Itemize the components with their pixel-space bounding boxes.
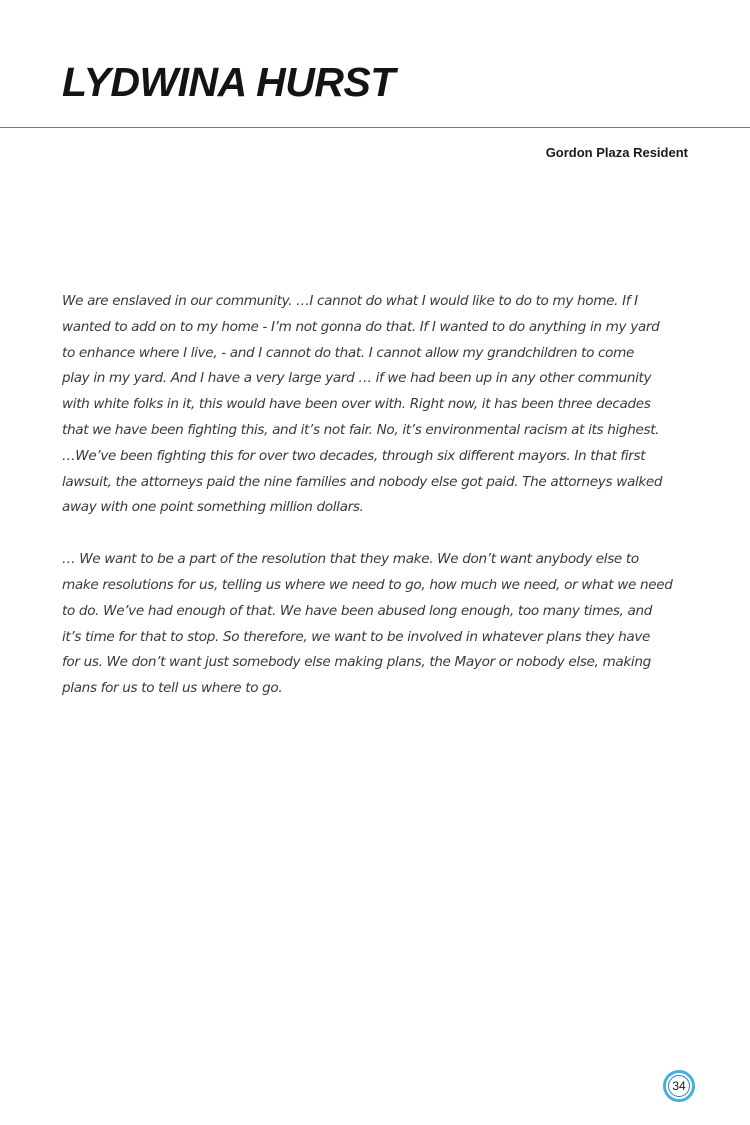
text-line: lawsuit, the attorneys paid the nine families and nobody else got paid. The attorneys walked [62, 473, 663, 490]
text-line: for us. We don’t want just somebody else making plans, the Mayor or nobody else, making [62, 654, 651, 671]
text-line: …We’ve been fighting this for over two decades, through six different mayors. In that first [62, 447, 646, 464]
text-line: … We want to be a part of the resolution that they make. We don’t want anybody else to [62, 551, 639, 568]
header-divider [0, 127, 750, 128]
page-number: 34 [668, 1075, 690, 1097]
quote-paragraph-1 [62, 289, 694, 521]
text-line: that we have been fighting this, and it’s not fair. No, it’s environmental racism at its highest. [62, 421, 660, 438]
text-line: make resolutions for us, telling us where we need to go, how much we need, or what we need [62, 576, 673, 593]
quote-body [62, 289, 694, 728]
text-line: with white folks in it, this would have been over with. Right now, it has been three decades [62, 396, 651, 413]
text-line: We are enslaved in our community. …I cannot do what I would like to do to my home. If I [62, 293, 638, 309]
text-line: away with one point something million dollars. [62, 499, 364, 516]
quote-paragraph-2 [62, 547, 694, 702]
text-line: play in my yard. And I have a very large yard … if we had been up in any other community [62, 370, 652, 387]
page-title: LYDWINA HURST [62, 59, 395, 105]
page-number-badge [663, 1070, 695, 1102]
text-line: to do. We’ve had enough of that. We have been abused long enough, too many times, and [62, 602, 653, 619]
text-line: to enhance where I live, - and I cannot do that. I cannot allow my grandchildren to come [62, 344, 635, 361]
text-line: it’s time for that to stop. So therefore, we want to be involved in whatever plans they have [62, 628, 651, 645]
text-line: plans for us to tell us where to go. [62, 680, 283, 697]
page-subtitle: Gordon Plaza Resident [545, 145, 688, 160]
text-line: wanted to add on to my home - I’m not gonna do that. If I wanted to do anything in my yard [62, 318, 660, 335]
